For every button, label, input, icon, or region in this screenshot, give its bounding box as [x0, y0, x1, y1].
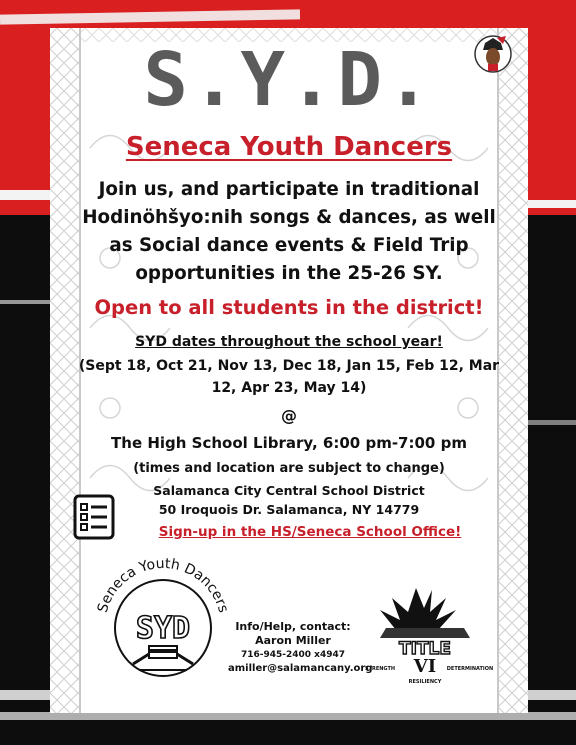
district-name: Salamanca City Central School District — [153, 483, 425, 498]
change-note: (times and location are subject to change) — [133, 461, 445, 476]
open-to-all-banner: Open to all students in the district! — [94, 296, 484, 319]
syd-dancers-logo — [83, 546, 243, 681]
title-vi-determination: DETERMINATION — [446, 666, 494, 672]
dates-heading: SYD dates throughout the school year! — [135, 334, 443, 350]
subtitle: Seneca Youth Dancers — [125, 132, 453, 162]
brush-streak — [0, 712, 576, 720]
brush-streak — [520, 420, 576, 425]
dates-list: (Sept 18, Oct 21, Nov 13, Dec 18, Jan 15, Feb 12, Mar 12, Apr 23, May 14) — [78, 358, 500, 396]
contact-info — [228, 620, 373, 676]
contact-email: amiller@salamancany.org — [228, 663, 373, 674]
brush-streak — [0, 300, 55, 304]
title-vi-strength: STRENGTH — [364, 666, 396, 672]
signup-link[interactable]: Sign-up in the HS/Seneca School Office! — [158, 524, 462, 540]
intro-text: Join us, and participate in traditional Hodinöhšyo:nih songs & dances, as well as Social dance events & Field Trip opportunities in the 25-26 SY. — [82, 179, 496, 284]
address: 50 Iroquois Dr. Salamanca, NY 14779 — [158, 502, 420, 517]
contact-label: Info/Help, contact: — [235, 620, 351, 633]
title-vi-title: TITLE — [399, 639, 451, 659]
title-vi-numeral: VI — [413, 656, 437, 677]
contact-name: Aaron Miller — [255, 634, 331, 647]
title-vi-resiliency: RESILIENCY — [408, 679, 442, 685]
at-symbol: @ — [281, 406, 297, 425]
logo-arc-text: Seneca Youth Dancers — [94, 555, 232, 615]
venue-time: The High School Library, 6:00 pm-7:00 pm — [111, 434, 467, 452]
logo-center-text: SYD — [135, 611, 191, 646]
page-title: S.Y.D. — [143, 37, 435, 123]
contact-phone: 716-945-2400 x4947 — [240, 650, 346, 660]
flyer-panel — [50, 28, 528, 713]
title-vi-logo — [364, 588, 494, 688]
